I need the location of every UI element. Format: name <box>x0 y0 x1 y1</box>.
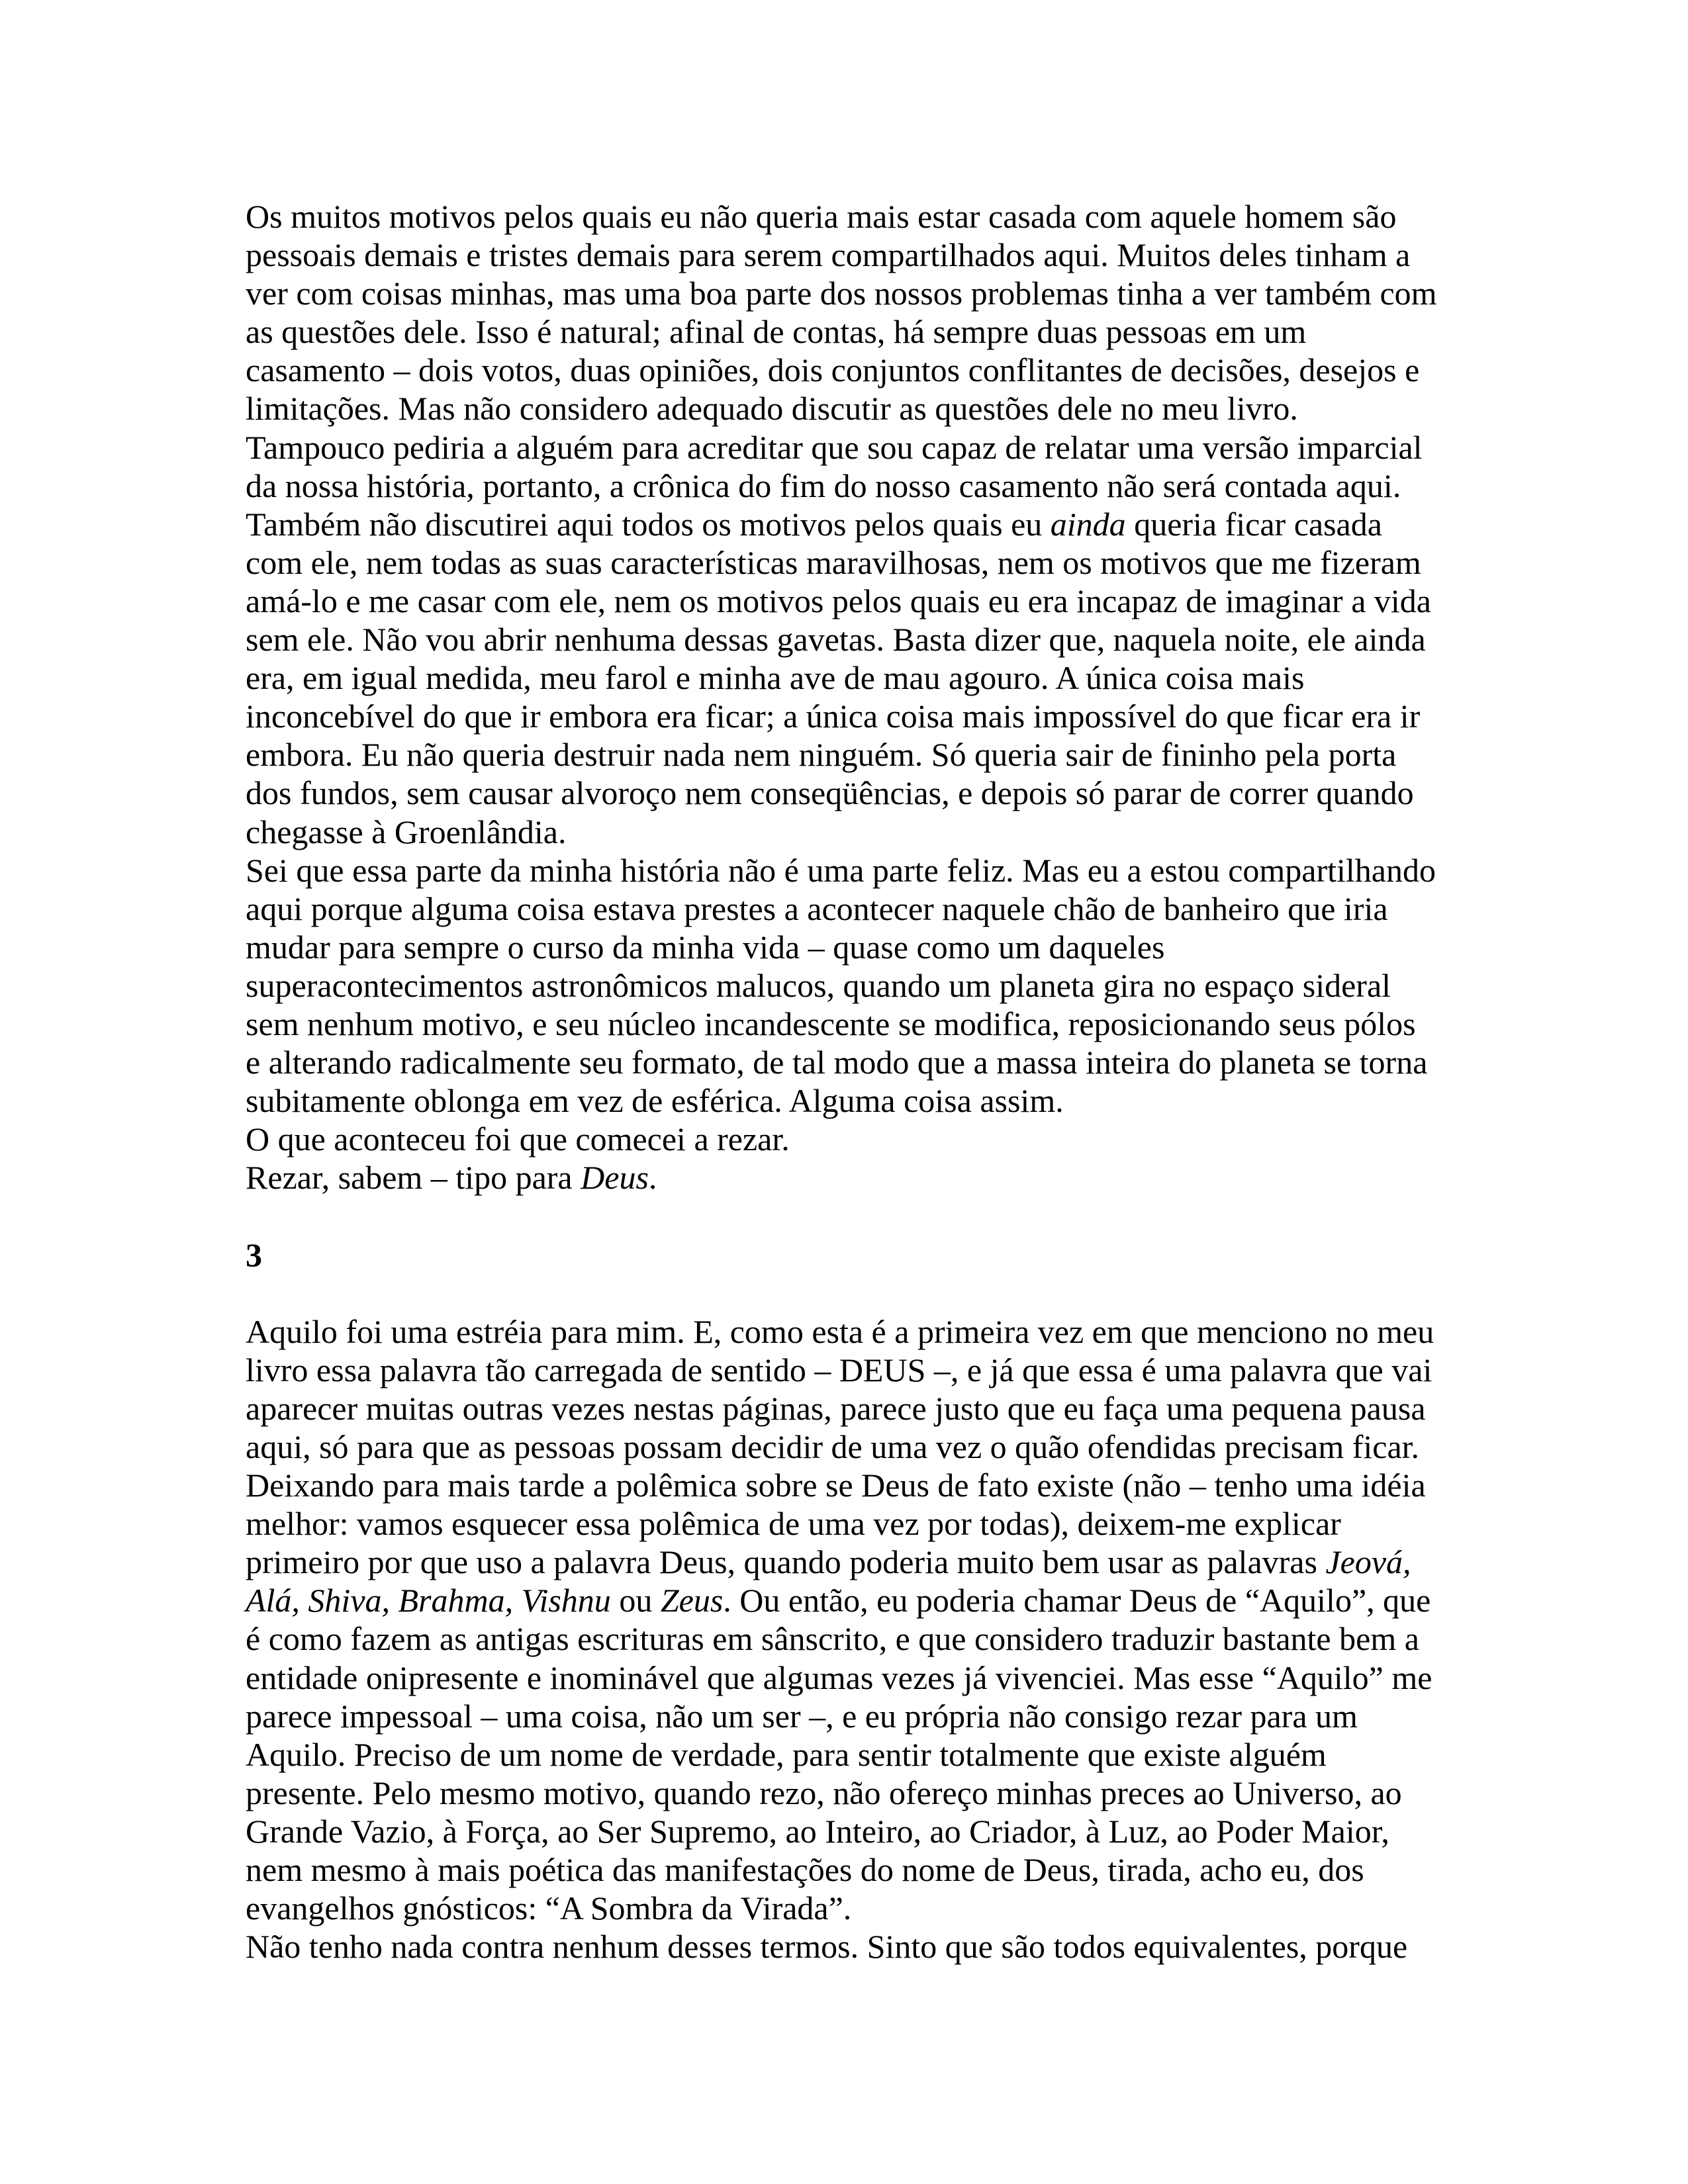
text-segment: é como fazem as antigas escrituras em sânscrito, e que considero traduzir bastante bem a <box>246 1620 1419 1658</box>
text-segment: superacontecimentos astronômicos malucos, quando um planeta gira no espaço sideral <box>246 966 1391 1004</box>
text-line <box>246 697 1437 735</box>
text-segment: era, em igual medida, meu farol e minha ave de mau agouro. A única coisa mais <box>246 659 1305 697</box>
text-line <box>246 389 1437 428</box>
text-line <box>246 1428 1437 1466</box>
text-segment: chegasse à Groenlândia. <box>246 813 567 850</box>
text-segment: subitamente oblonga em vez de esférica. Alguma coisa assim. <box>246 1082 1064 1120</box>
text-line <box>246 1236 1437 1274</box>
text-line <box>246 1081 1437 1120</box>
text-line <box>246 1043 1437 1081</box>
document-page <box>246 197 1437 1966</box>
text-line <box>246 774 1437 812</box>
text-line <box>246 505 1437 543</box>
text-segment: amá-lo e me casar com ele, nem os motivos pelos quais eu era incapaz de imaginar a vida <box>246 582 1431 619</box>
paragraph <box>246 1120 1437 1158</box>
text-segment: evangelhos gnósticos: “A Sombra da Virada”. <box>246 1889 852 1927</box>
text-line <box>246 197 1437 236</box>
text-line <box>246 543 1437 582</box>
text-segment: melhor: vamos esquecer essa polêmica de uma vez por todas), deixem-me explicar <box>246 1505 1341 1543</box>
text-line <box>246 582 1437 620</box>
text-segment: sem ele. Não vou abrir nenhuma dessas gavetas. Basta dizer que, naquela noite, ele ainda <box>246 621 1426 659</box>
text-segment: Não tenho nada contra nenhum desses termos. Sinto que são todos equivalentes, porque <box>246 1928 1408 1966</box>
text-line <box>246 1659 1437 1697</box>
text-line <box>246 1735 1437 1774</box>
text-segment: . Ou então, eu poderia chamar Deus de “Aquilo”, que <box>723 1582 1431 1619</box>
text-line <box>246 813 1437 851</box>
text-line <box>246 1774 1437 1812</box>
text-line <box>246 1697 1437 1735</box>
text-segment: . <box>648 1159 657 1197</box>
text-segment: da nossa história, portanto, a crônica do fim do nosso casamento não será contada aqui. <box>246 467 1401 504</box>
text-segment: ver com coisas minhas, mas uma boa parte dos nossos problemas tinha a ver também com <box>246 275 1437 312</box>
paragraph <box>246 1312 1437 1928</box>
paragraph <box>246 1158 1437 1197</box>
text-line <box>246 312 1437 351</box>
text-segment: Aquilo. Preciso de um nome de verdade, para sentir totalmente que existe alguém <box>246 1735 1327 1773</box>
italic-text: Alá, Shiva, Brahma, Vishnu <box>246 1582 611 1619</box>
text-line <box>246 1850 1437 1889</box>
text-line <box>246 620 1437 659</box>
text-segment: aqui porque alguma coisa estava prestes a acontecer naquele chão de banheiro que iria <box>246 889 1388 927</box>
text-segment: e alterando radicalmente seu formato, de tal modo que a massa inteira do planeta se torna <box>246 1044 1428 1081</box>
text-segment: Grande Vazio, à Força, ao Ser Supremo, ao Inteiro, ao Criador, à Luz, ao Poder Maior, <box>246 1812 1389 1850</box>
paragraph <box>246 197 1437 851</box>
text-segment: Também não discutirei aqui todos os motivos pelos quais eu <box>246 505 1051 543</box>
text-segment: dos fundos, sem causar alvoroço nem conseqüências, e depois só parar de correr quando <box>246 774 1414 812</box>
text-segment: Aquilo foi uma estréia para mim. E, como esta é a primeira vez em que menciono no meu <box>246 1312 1434 1350</box>
italic-text: Deus <box>581 1159 649 1197</box>
text-segment: Rezar, sabem – tipo para <box>246 1159 581 1197</box>
text-line <box>246 1312 1437 1351</box>
text-line <box>246 1351 1437 1389</box>
chapter-number <box>246 1236 1437 1274</box>
text-line <box>246 351 1437 389</box>
text-line <box>246 889 1437 928</box>
text-line <box>246 735 1437 774</box>
text-segment: Os muitos motivos pelos quais eu não queria mais estar casada com aquele homem são <box>246 198 1397 235</box>
text-segment: aparecer muitas outras vezes nestas páginas, parece justo que eu faça uma pequena pausa <box>246 1389 1426 1427</box>
text-segment: entidade onipresente e inominável que algumas vezes já vivenciei. Mas esse “Aquilo” me <box>246 1659 1432 1696</box>
text-line <box>246 1543 1437 1581</box>
text-segment: embora. Eu não queria destruir nada nem ninguém. Só queria sair de fininho pela porta <box>246 736 1397 774</box>
text-line <box>246 1005 1437 1043</box>
text-segment: Tampouco pediria a alguém para acreditar que sou capaz de relatar uma versão imparcial <box>246 428 1423 466</box>
text-line <box>246 1389 1437 1428</box>
text-segment: inconcebível do que ir embora era ficar; a única coisa mais impossível do que ficar era ir <box>246 698 1421 735</box>
blank-line <box>246 1197 1437 1235</box>
text-segment: aqui, só para que as pessoas possam decidir de uma vez o quão ofendidas precisam ficar. <box>246 1428 1420 1465</box>
text-segment: com ele, nem todas as suas características maravilhosas, nem os motivos que me fizeram <box>246 543 1421 581</box>
text-segment: presente. Pelo mesmo motivo, quando rezo, não ofereço minhas preces ao Universo, ao <box>246 1774 1402 1811</box>
text-line <box>246 851 1437 889</box>
paragraph <box>246 851 1437 1120</box>
text-segment: O que aconteceu foi que comecei a rezar. <box>246 1120 790 1158</box>
text-line <box>246 659 1437 697</box>
italic-text: Zeus <box>660 1582 724 1619</box>
text-line <box>246 928 1437 966</box>
text-segment: sem nenhum motivo, e seu núcleo incandescente se modifica, reposicionando seus pólos <box>246 1005 1416 1042</box>
italic-text: Jeová, <box>1325 1543 1411 1581</box>
text-line <box>246 467 1437 505</box>
text-line <box>246 966 1437 1005</box>
text-line <box>246 1889 1437 1927</box>
text-segment: Sei que essa parte da minha história não é uma parte feliz. Mas eu a estou compartilhando <box>246 851 1436 889</box>
text-segment: parece impessoal – uma coisa, não um ser –, e eu própria não consigo rezar para um <box>246 1697 1358 1735</box>
blank-line <box>246 1274 1437 1312</box>
text-segment: mudar para sempre o curso da minha vida – quase como um daqueles <box>246 928 1165 966</box>
text-segment: 3 <box>246 1236 262 1273</box>
text-line <box>246 1581 1437 1619</box>
text-segment: queria ficar casada <box>1125 505 1382 543</box>
text-line <box>246 1466 1437 1504</box>
text-segment: Deixando para mais tarde a polêmica sobre se Deus de fato existe (não – tenho uma idéia <box>246 1467 1426 1504</box>
text-segment: livro essa palavra tão carregada de sentido – DEUS –, e já que essa é uma palavra que vai <box>246 1351 1432 1388</box>
text-segment: casamento – dois votos, duas opiniões, dois conjuntos conflitantes de decisões, desejos e <box>246 351 1420 389</box>
text-segment: primeiro por que uso a palavra Deus, quando poderia muito bem usar as palavras <box>246 1543 1326 1581</box>
text-line <box>246 1158 1437 1197</box>
paragraph <box>246 1927 1437 1966</box>
text-line <box>246 428 1437 467</box>
text-line <box>246 236 1437 274</box>
text-segment: limitações. Mas não considero adequado discutir as questões dele no meu livro. <box>246 390 1298 428</box>
italic-text: ainda <box>1050 505 1126 543</box>
text-line <box>246 1812 1437 1850</box>
text-line <box>246 274 1437 312</box>
text-segment: pessoais demais e tristes demais para serem compartilhados aqui. Muitos deles tinham a <box>246 236 1411 274</box>
text-line <box>246 1619 1437 1658</box>
text-line <box>246 1927 1437 1966</box>
text-line <box>246 1120 1437 1158</box>
text-line <box>246 1504 1437 1543</box>
text-segment: nem mesmo à mais poética das manifestações do nome de Deus, tirada, acho eu, dos <box>246 1851 1364 1889</box>
text-segment: ou <box>610 1582 661 1619</box>
text-segment: as questões dele. Isso é natural; afinal de contas, há sempre duas pessoas em um <box>246 313 1307 351</box>
